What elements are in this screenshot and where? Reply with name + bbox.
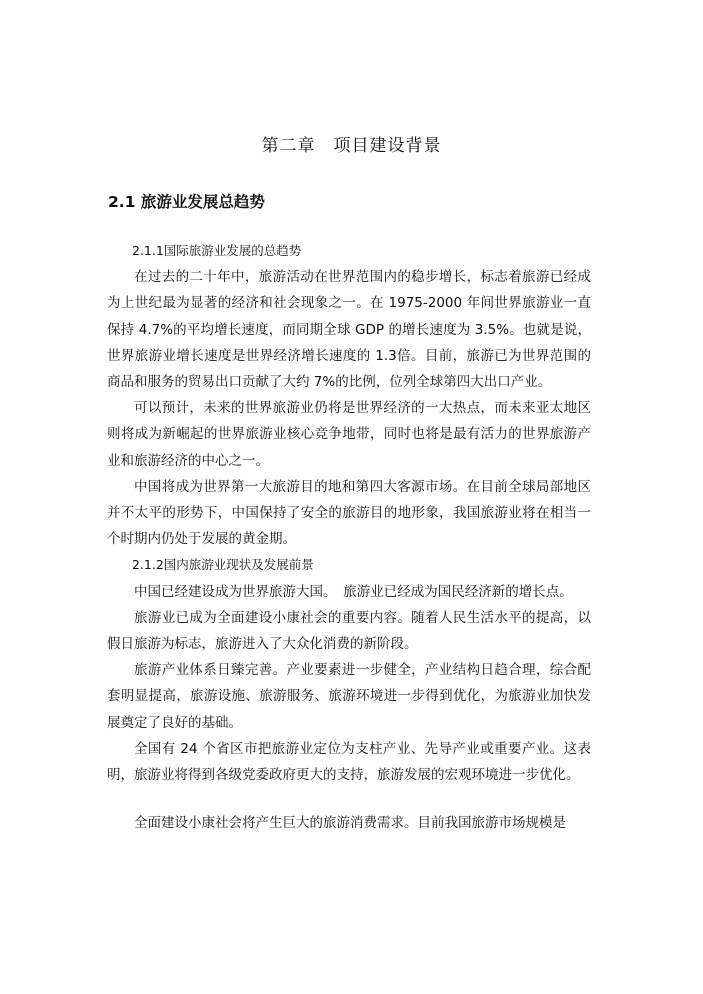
- document-body: [107, 238, 591, 836]
- paragraph: 可以预计，未来的世界旅游业仍将是世界经济的一大热点，而未来亚太地区则将成为新崛起的世界旅游业核心竞争地带，同时也将是最有活力的世界旅游产业和旅游经济的中心之一。: [107, 400, 591, 469]
- paragraph: 中国将成为世界第一大旅游目的地和第四大客源市场。在目前全球局部地区并不太平的形势下，中国保持了安全的旅游目的地形象，我国旅游业将在相当一个时期内仍处于发展的黄金期。: [107, 478, 591, 548]
- paragraph: 旅游业已成为全面建设小康社会的重要内容。随着人民生活水平的提高，以假日旅游为标志，旅游进入了大众化消费的新阶段。: [107, 609, 591, 653]
- subsection-heading-international: 2.1.1国际旅游业发展的总趋势: [132, 243, 302, 258]
- subsection-heading-domestic: 2.1.2国内旅游业现状及发展前景: [132, 557, 314, 573]
- section-title: 2.1 旅游业发展总趋势: [108, 193, 265, 211]
- chapter-title: 第二章 项目建设背景: [261, 136, 442, 156]
- paragraph: 在过去的二十年中，旅游活动在世界范围内的稳步增长，标志着旅游已经成为上世纪最为显著的经济和社会现象之一。在 1975-2000 年间世界旅游业一直保持 4.7%的平均增长速度，而同期全球 GDP 的增长速度为 3.5%。也就是说，世界旅游业增长速度是世界经济增长速度的 1.3倍。目前，旅游已为世界范围的商品和服务的贸易出口贡献了大约 7%的比例，位列全球第四大出口产业。: [107, 269, 591, 391]
- paragraph: 中国已经建设成为世界旅游大国。 旅游业已经成为国民经济新的增长点。: [134, 583, 573, 600]
- paragraph: 旅游产业体系日臻完善。产业要素进一步健全，产业结构日趋合理，综合配套明显提高，旅游设施、旅游服务、旅游环境进一步得到优化，为旅游业加快发展奠定了良好的基础。: [107, 662, 591, 731]
- paragraph: 全面建设小康社会将产生巨大的旅游消费需求。目前我国旅游市场规模是: [134, 815, 566, 832]
- paragraph: 全国有 24 个省区市把旅游业定位为支柱产业、先导产业或重要产业。这表明，旅游业将得到各级党委政府更大的支持，旅游发展的宏观环境进一步优化。: [107, 740, 591, 784]
